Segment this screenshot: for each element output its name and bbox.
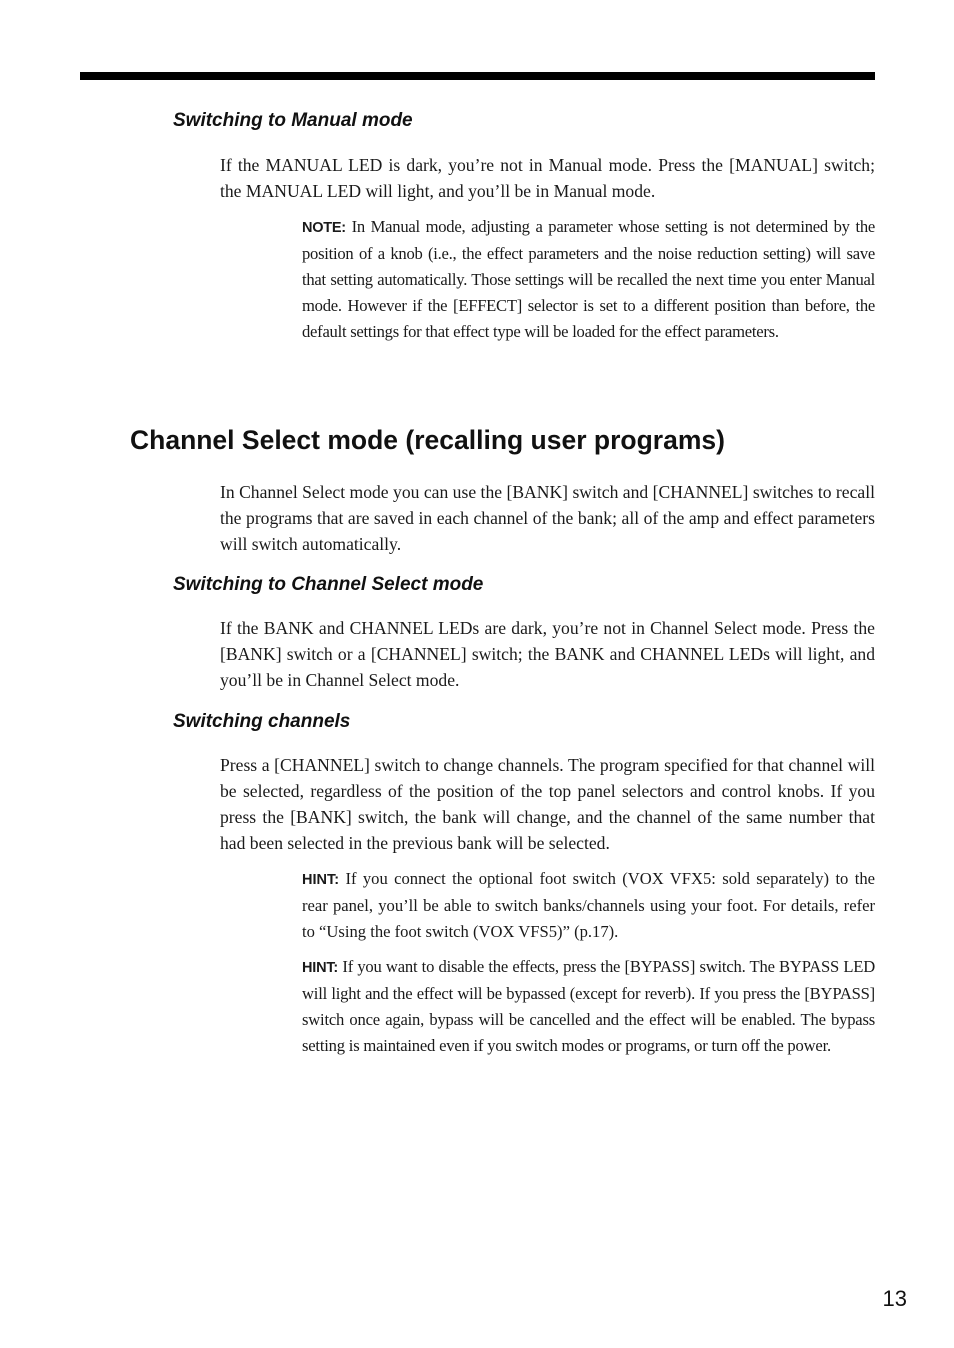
note-label: NOTE:: [302, 220, 346, 236]
page-number: 13: [882, 1286, 907, 1311]
switching-channels-paragraph: Press a [CHANNEL] switch to change channels. The program specified for that channel will be selected, regardless of the position of the top panel selectors and control knobs. If you press the [BANK] switch, the bank will change, and the channel of the same number that had been selected in the previous bank will be selected.: [220, 755, 875, 853]
top-rule: [80, 72, 875, 80]
hint-foot-switch: [302, 866, 875, 945]
hint-bypass: [302, 954, 875, 1059]
manual-mode-paragraph: If the MANUAL LED is dark, you’re not in Manual mode. Press the [MANUAL] switch; the MANUAL LED will light, and you’ll be in Manual mode.: [220, 155, 875, 201]
heading-switching-to-manual-mode: Switching to Manual mode: [173, 110, 413, 131]
manual-mode-note: [302, 214, 875, 345]
heading-switching-to-channel-select-mode: Switching to Channel Select mode: [173, 574, 484, 595]
channel-select-switching-paragraph: If the BANK and CHANNEL LEDs are dark, you’re not in Channel Select mode. Press the [BANK] switch or a [CHANNEL] switch; the BANK and CHANNEL LEDs will light, and you’ll be in Channel Select mode.: [220, 618, 875, 690]
heading-switching-channels: Switching channels: [173, 711, 351, 732]
hint-label: HINT:: [302, 960, 339, 976]
heading-channel-select-mode: Channel Select mode (recalling user programs): [130, 425, 725, 455]
hint-text: If you want to disable the effects, press the [BYPASS] switch. The BYPASS LED will light and the effect will be bypassed (except for reverb). If you press the [BYPASS] switch once again, bypass will be cancelled and the effect will be enabled. The bypass setting is maintained even if you switch modes or programs, or turn off the power.: [302, 957, 875, 1055]
channel-select-intro-paragraph: In Channel Select mode you can use the [BANK] switch and [CHANNEL] switches to recall the programs that are saved in each channel of the bank; all of the amp and effect parameters will switch automatically.: [220, 482, 875, 554]
hint-label: HINT:: [302, 872, 340, 888]
hint-text: If you connect the optional foot switch (VOX VFX5: sold separately) to the rear panel, you’ll be able to switch banks/channels using your foot. For details, refer to “Using the foot switch (VOX VFS5)” (p.17).: [302, 869, 875, 941]
note-text: In Manual mode, adjusting a parameter whose setting is not determined by the position of a knob (i.e., the effect parameters and the noise reduction setting) will save that setting automatically. Those settings will be recalled the next time you enter Manual mode. However if the [EFFECT] selector is set to a different position than before, the default settings for that effect type will be loaded for the effect parameters.: [302, 217, 875, 341]
